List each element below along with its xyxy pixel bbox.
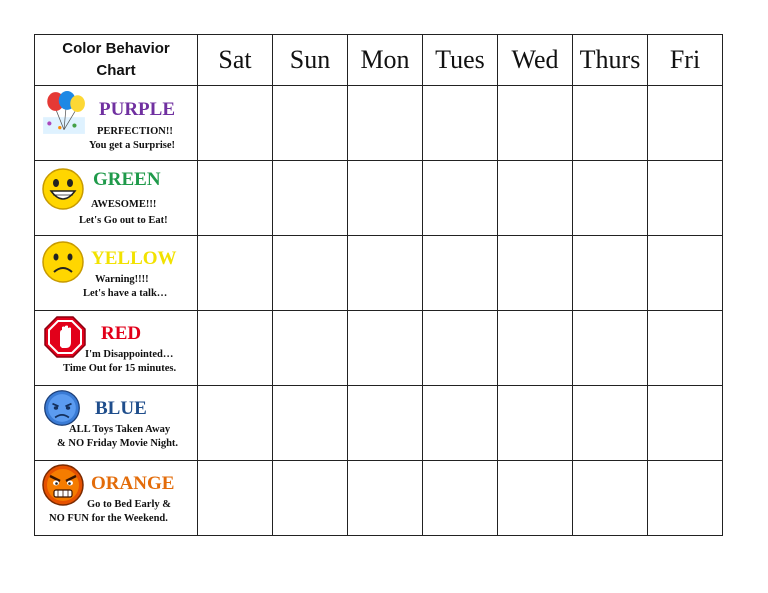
color-name-yellow: YELLOW xyxy=(91,248,177,269)
row-purple xyxy=(35,86,723,161)
cell-orange-fri[interactable] xyxy=(648,461,723,536)
row-line1-red: I'm Disappointed… xyxy=(85,349,174,360)
color-name-purple: PURPLE xyxy=(99,99,175,120)
cell-yellow-mon[interactable] xyxy=(348,236,423,311)
cell-purple-tues[interactable] xyxy=(423,86,498,161)
cell-yellow-fri[interactable] xyxy=(648,236,723,311)
row-header-purple xyxy=(35,86,198,161)
cell-red-tues[interactable] xyxy=(423,311,498,386)
cell-blue-tues[interactable] xyxy=(423,386,498,461)
cell-green-sat[interactable] xyxy=(198,161,273,236)
cell-red-wed[interactable] xyxy=(498,311,573,386)
row-green xyxy=(35,161,723,236)
row-line2-blue: & NO Friday Movie Night. xyxy=(57,438,179,449)
cell-red-sat[interactable] xyxy=(198,311,273,386)
cell-blue-thurs[interactable] xyxy=(573,386,648,461)
header-row xyxy=(35,35,723,86)
cell-red-thurs[interactable] xyxy=(573,311,648,386)
cell-orange-wed[interactable] xyxy=(498,461,573,536)
cell-purple-sun[interactable] xyxy=(273,86,348,161)
day-header-thurs: Thurs xyxy=(573,35,648,86)
row-header-red xyxy=(35,311,198,386)
cell-blue-sat[interactable] xyxy=(198,386,273,461)
row-line2-purple: You get a Surprise! xyxy=(89,140,176,151)
chart-title-line1: Color Behavior xyxy=(62,40,170,57)
day-header-mon: Mon xyxy=(348,35,423,86)
cell-yellow-tues[interactable] xyxy=(423,236,498,311)
cell-orange-sun[interactable] xyxy=(273,461,348,536)
cell-green-tues[interactable] xyxy=(423,161,498,236)
row-blue xyxy=(35,386,723,461)
row-line1-orange: Go to Bed Early & xyxy=(87,499,171,510)
color-name-red: RED xyxy=(101,323,142,344)
row-header-blue xyxy=(35,386,198,461)
cell-purple-thurs[interactable] xyxy=(573,86,648,161)
cell-green-thurs[interactable] xyxy=(573,161,648,236)
cell-orange-sat[interactable] xyxy=(198,461,273,536)
cell-yellow-wed[interactable] xyxy=(498,236,573,311)
color-name-green: GREEN xyxy=(93,169,161,190)
cell-green-wed[interactable] xyxy=(498,161,573,236)
cell-purple-sat[interactable] xyxy=(198,86,273,161)
cell-blue-fri[interactable] xyxy=(648,386,723,461)
row-line2-orange: NO FUN for the Weekend. xyxy=(49,513,168,524)
cell-blue-mon[interactable] xyxy=(348,386,423,461)
color-name-orange: ORANGE xyxy=(91,473,175,494)
row-header-green xyxy=(35,161,198,236)
cell-red-mon[interactable] xyxy=(348,311,423,386)
row-header-yellow xyxy=(35,236,198,311)
cell-green-mon[interactable] xyxy=(348,161,423,236)
row-line1-green: AWESOME!!! xyxy=(91,199,157,210)
cell-yellow-sat[interactable] xyxy=(198,236,273,311)
cell-green-sun[interactable] xyxy=(273,161,348,236)
cell-purple-mon[interactable] xyxy=(348,86,423,161)
cell-green-fri[interactable] xyxy=(648,161,723,236)
cell-yellow-sun[interactable] xyxy=(273,236,348,311)
color-name-blue: BLUE xyxy=(95,398,147,419)
row-line2-red: Time Out for 15 minutes. xyxy=(63,363,177,374)
row-yellow xyxy=(35,236,723,311)
row-red xyxy=(35,311,723,386)
day-header-sun: Sun xyxy=(273,35,348,86)
day-header-wed: Wed xyxy=(498,35,573,86)
cell-orange-mon[interactable] xyxy=(348,461,423,536)
row-line1-yellow: Warning!!!! xyxy=(95,274,149,285)
cell-blue-wed[interactable] xyxy=(498,386,573,461)
row-line2-yellow: Let's have a talk… xyxy=(83,288,168,299)
row-line1-purple: PERFECTION!! xyxy=(97,126,173,137)
day-header-fri: Fri xyxy=(648,35,723,86)
cell-red-fri[interactable] xyxy=(648,311,723,386)
row-orange xyxy=(35,461,723,536)
chart-title xyxy=(35,35,198,86)
row-line2-green: Let's Go out to Eat! xyxy=(79,215,168,226)
day-header-sat: Sat xyxy=(198,35,273,86)
row-header-orange xyxy=(35,461,198,536)
day-header-tues: Tues xyxy=(423,35,498,86)
cell-blue-sun[interactable] xyxy=(273,386,348,461)
cell-purple-wed[interactable] xyxy=(498,86,573,161)
behavior-chart-table xyxy=(34,34,723,536)
cell-orange-tues[interactable] xyxy=(423,461,498,536)
cell-purple-fri[interactable] xyxy=(648,86,723,161)
chart-title-line2: Chart xyxy=(96,62,136,79)
row-line1-blue: ALL Toys Taken Away xyxy=(69,424,171,435)
cell-orange-thurs[interactable] xyxy=(573,461,648,536)
cell-yellow-thurs[interactable] xyxy=(573,236,648,311)
cell-red-sun[interactable] xyxy=(273,311,348,386)
